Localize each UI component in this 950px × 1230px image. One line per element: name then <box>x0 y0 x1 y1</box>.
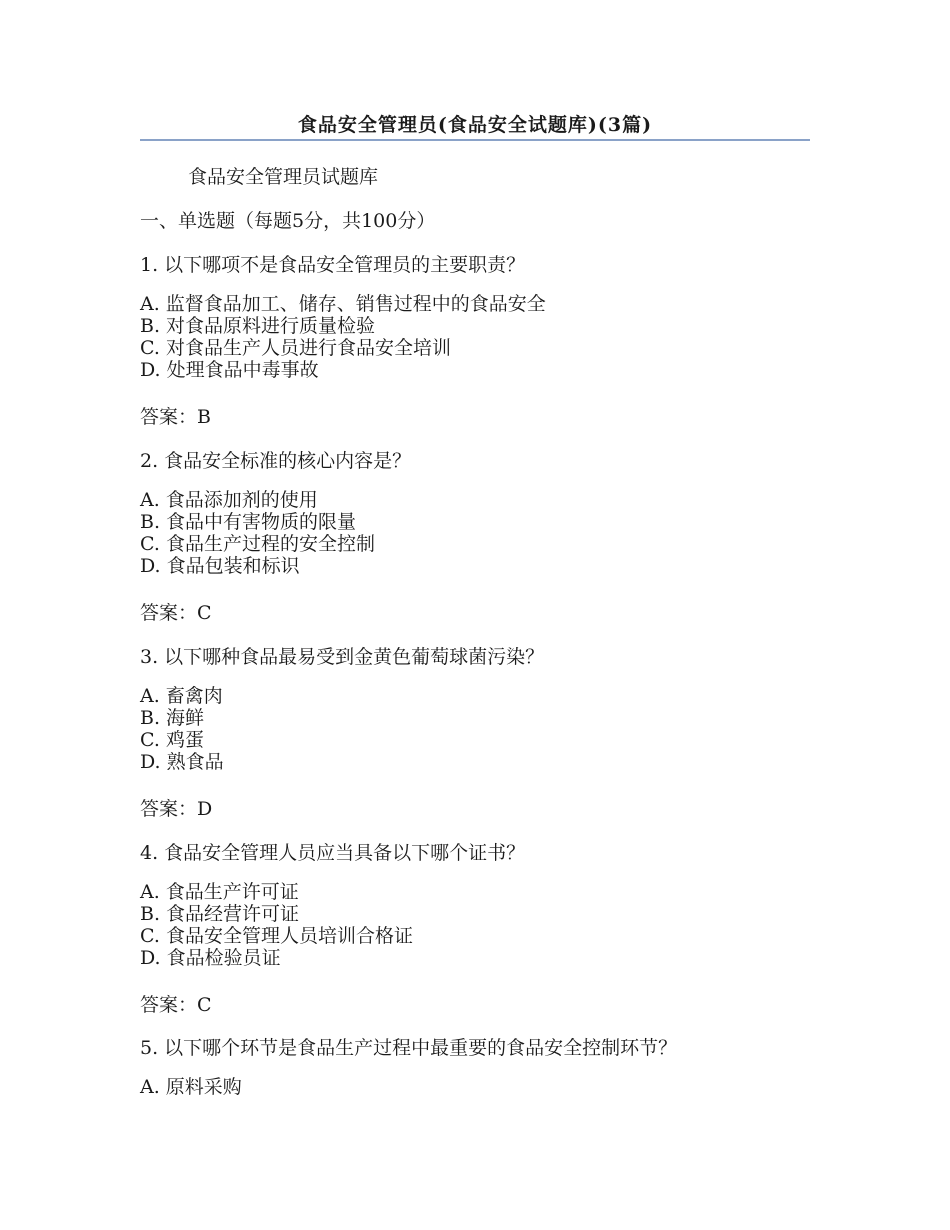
option-b: B. 食品中有害物质的限量 <box>140 511 357 533</box>
option-d: D. 食品检验员证 <box>140 947 281 969</box>
option-a: A. 食品生产许可证 <box>140 881 299 903</box>
option-c: C. 对食品生产人员进行食品安全培训 <box>140 337 451 359</box>
question-5-options <box>140 1076 242 1098</box>
option-a: A. 监督食品加工、储存、销售过程中的食品安全 <box>140 293 546 315</box>
title-underline <box>140 139 810 141</box>
question-3-answer: 答案：D <box>140 798 213 820</box>
question-4-answer: 答案：C <box>140 994 212 1016</box>
option-c: C. 鸡蛋 <box>140 729 204 751</box>
question-2-options <box>140 489 375 577</box>
option-d: D. 熟食品 <box>140 751 224 773</box>
question-5: 5. 以下哪个环节是食品生产过程中最重要的食品安全控制环节？ <box>140 1037 678 1059</box>
subtitle: 食品安全管理员试题库 <box>188 166 379 188</box>
question-1-options <box>140 293 546 381</box>
question-3-options <box>140 685 224 773</box>
question-2-answer: 答案：C <box>140 602 212 624</box>
option-d: D. 食品包装和标识 <box>140 555 300 577</box>
option-a: A. 畜禽肉 <box>140 685 223 707</box>
option-c: C. 食品安全管理人员培训合格证 <box>140 925 413 947</box>
question-1: 1. 以下哪项不是食品安全管理员的主要职责？ <box>140 254 526 276</box>
question-3: 3. 以下哪种食品最易受到金黄色葡萄球菌污染？ <box>140 646 545 668</box>
question-4-options <box>140 881 413 969</box>
question-1-answer: 答案：B <box>140 406 211 428</box>
question-4: 4. 食品安全管理人员应当具备以下哪个证书？ <box>140 842 526 864</box>
option-b: B. 食品经营许可证 <box>140 903 300 925</box>
option-c: C. 食品生产过程的安全控制 <box>140 533 375 555</box>
section-heading: 一、单选题（每题5分，共100分） <box>140 210 436 232</box>
question-2: 2. 食品安全标准的核心内容是？ <box>140 450 412 472</box>
option-a: A. 原料采购 <box>140 1076 242 1098</box>
option-b: B. 海鲜 <box>140 707 205 729</box>
document-title: 食品安全管理员(食品安全试题库)(3篇) <box>297 114 653 136</box>
option-d: D. 处理食品中毒事故 <box>140 359 319 381</box>
option-a: A. 食品添加剂的使用 <box>140 489 318 511</box>
option-b: B. 对食品原料进行质量检验 <box>140 315 376 337</box>
